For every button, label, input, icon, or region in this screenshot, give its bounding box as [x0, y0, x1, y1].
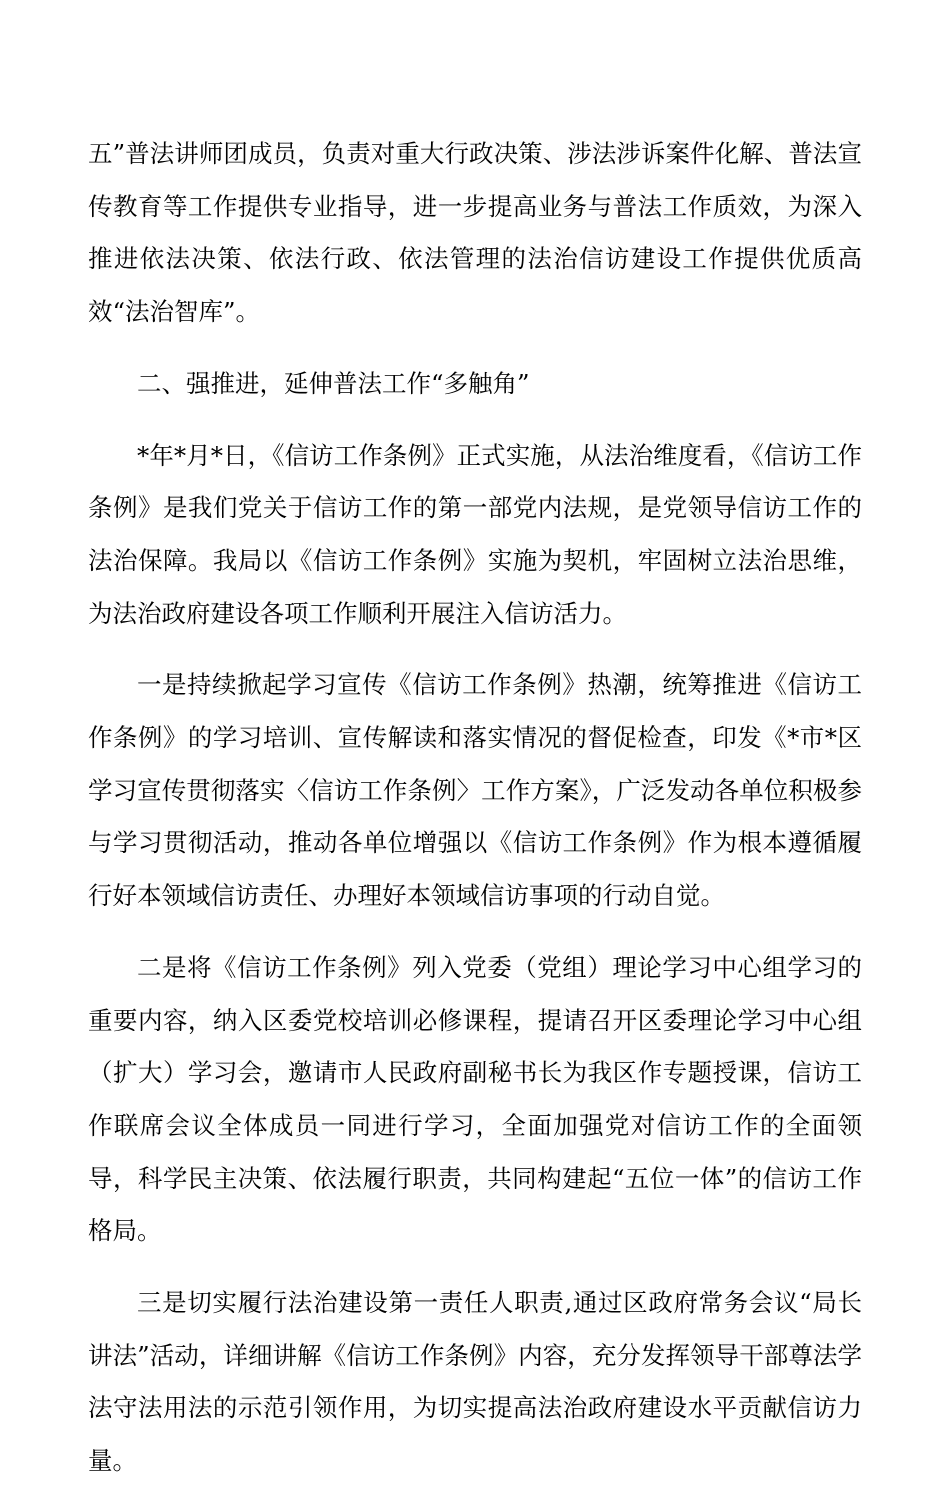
paragraph-6: 三是切实履行法治建设第一责任人职责,通过区政府常务会议“局长讲法”活动，详细讲解《信访工作条例》内容，充分发挥领导干部尊法学法守法用法的示范引领作用，为切实提高法治政府建设水平贡献信访力量。 [88, 1288, 862, 1476]
paragraph-3: *年*月*日，《信访工作条例》正式实施，从法治维度看，《信访工作条例》是我们党关于信访工作的第一部党内法规，是党领导信访工作的法治保障。我局以《信访工作条例》实施为契机，牢固树立法治思维，为法治政府建设各项工作顺利开展注入信访活力。 [88, 440, 862, 628]
document-body [88, 128, 862, 1488]
paragraph-4: 一是持续掀起学习宣传《信访工作条例》热潮，统筹推进《信访工作条例》的学习培训、宣传解读和落实情况的督促检查，印发《*市*区学习宣传贯彻落实〈信访工作条例〉工作方案》，广泛发动各单位积极参与学习贯彻活动，推动各单位增强以《信访工作条例》作为根本遵循履行好本领域信访责任、办理好本领域信访事项的行动自觉。 [88, 670, 862, 911]
paragraph-5: 二是将《信访工作条例》列入党委（党组）理论学习中心组学习的重要内容，纳入区委党校培训必修课程，提请召开区委理论学习中心组（扩大）学习会，邀请市人民政府副秘书长为我区作专题授课，信访工作联席会议全体成员一同进行学习，全面加强党对信访工作的全面领导，科学民主决策、依法履行职责，共同构建起“五位一体”的信访工作格局。 [88, 952, 862, 1246]
section-heading: 二、强推进，延伸普法工作“多触角” [137, 368, 530, 398]
paragraph-1: 五”普法讲师团成员，负责对重大行政决策、涉法涉诉案件化解、普法宣传教育等工作提供专业指导，进一步提高业务与普法工作质效，为深入推进依法决策、依法行政、依法管理的法治信访建设工作提供优质高效“法治智库”。 [88, 139, 862, 327]
